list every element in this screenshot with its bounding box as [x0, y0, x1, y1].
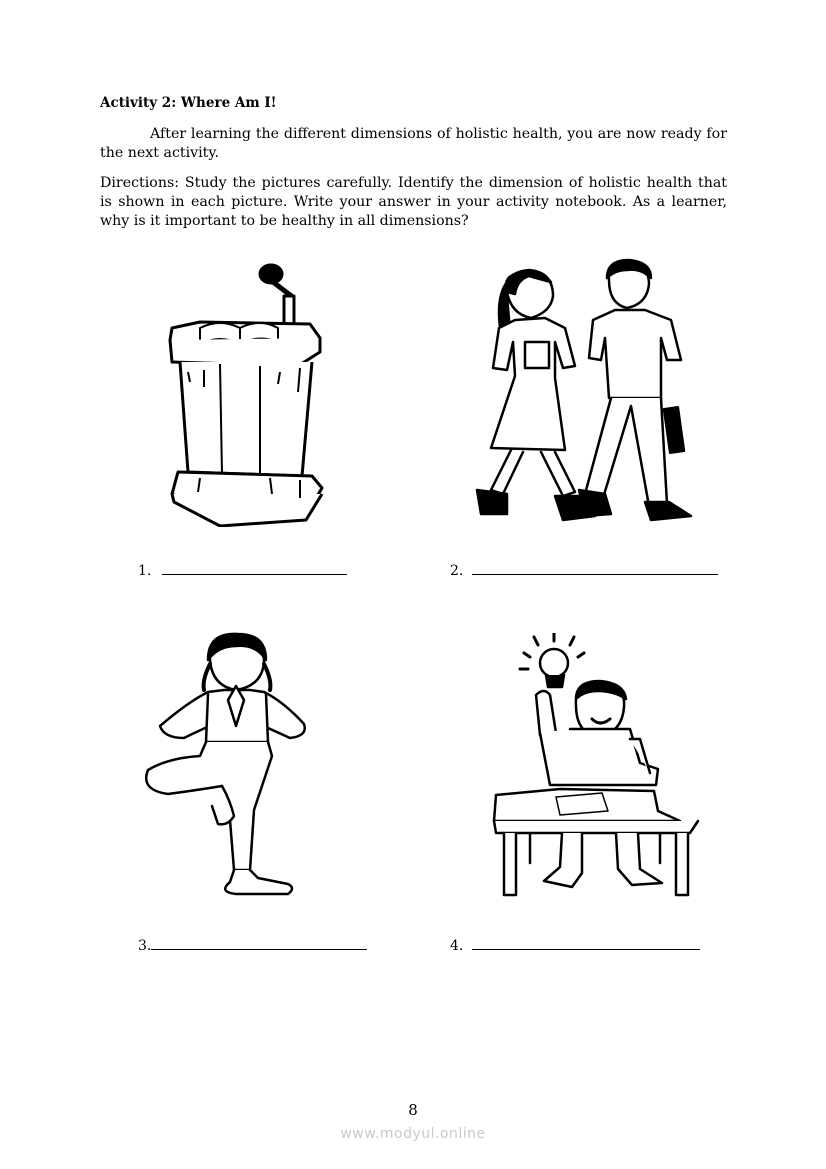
- directions-paragraph: Directions: Study the pictures carefully. Identify the dimension of holistic health that is shown in each picture. Write your answer in your activity notebook. As a learner, why is it important to be healthy in all dimensions?: [100, 175, 727, 229]
- item-number-3: 3.: [138, 938, 152, 954]
- student-with-idea-icon: [490, 633, 702, 901]
- item-number-4: 4.: [450, 938, 464, 954]
- item-number-2: 2.: [450, 563, 464, 579]
- page-number: 8: [408, 1101, 418, 1119]
- students-walking-icon: [455, 258, 715, 533]
- intro-paragraph: After learning the different dimensions of holistic health, you are now ready for the next activity.: [100, 126, 727, 161]
- activity-title: Activity 2: Where Am I!: [100, 95, 277, 111]
- answer-line-1[interactable]: [138, 563, 347, 579]
- answer-line-3[interactable]: [138, 938, 367, 954]
- watermark: www.modyul.online: [340, 1126, 486, 1142]
- yoga-tree-pose-icon: [138, 630, 313, 900]
- answer-line-2[interactable]: [450, 563, 718, 579]
- answer-line-4[interactable]: [450, 938, 700, 954]
- podium-with-microphone-icon: [160, 262, 325, 527]
- item-number-1: 1.: [138, 563, 152, 579]
